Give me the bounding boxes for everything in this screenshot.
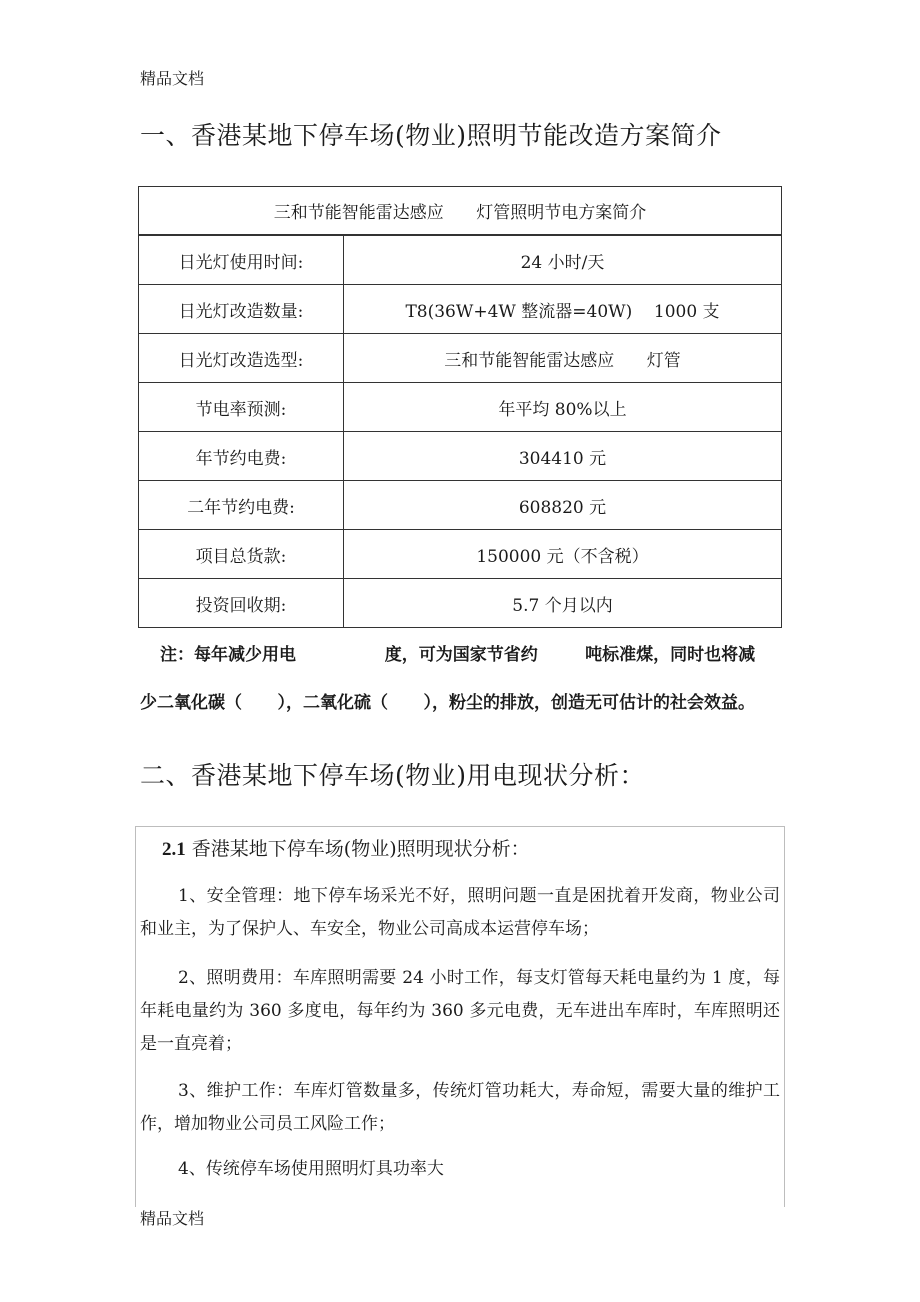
table-caption-row [139,187,782,236]
table-row [139,383,782,432]
paragraph: 3、维护工作：车库灯管数量多，传统灯管功耗大，寿命短，需要大量的维护工作，增加物业公司员工风险工作； [140,1081,780,1134]
subsection-number: 2.1 [162,839,186,860]
row-label: 项目总货款: [139,530,344,579]
table-caption: 三和节能智能雷达感应 灯管照明节电方案简介 [139,187,782,236]
subsection-title [162,834,530,861]
page-header-label: 精品文档 [140,69,205,88]
row-value: 三和节能智能雷达感应 灯管 [344,334,782,383]
row-value: 150000 元（不含税） [344,530,782,579]
row-value: 年平均 80%以上 [344,383,782,432]
energy-saving-plan-table [138,186,782,628]
paragraph: 2、照明费用：车库照明需要 24 小时工作，每支灯管每天耗电量约为 1 度，每年耗电量约为 360 多度电，每年约为 360 多元电费，无车进出车库时，车库照明还是一直亮着； [140,968,780,1054]
section-2-title: 二、香港某地下停车场(物业)用电现状分析： [140,761,646,790]
row-label: 年节约电费: [139,432,344,481]
paragraph: 4、传统停车场使用照明灯具功率大 [178,1159,444,1179]
table-row [139,285,782,334]
row-label: 日光灯改造选型: [139,334,344,383]
row-value: 304410 元 [344,432,782,481]
page-footer-label: 精品文档 [140,1209,205,1228]
table-row [139,481,782,530]
row-label: 节电率预测: [139,383,344,432]
row-label: 二年节约电费: [139,481,344,530]
note-line-2: 少二氧化碳（ ），二氧化硫（ ），粉尘的排放，创造无可估计的社会效益。 [140,693,756,713]
row-value: 5.7 个月以内 [344,579,782,628]
table-row [139,235,782,285]
subsection-title-text: 香港某地下停车场(物业)照明现状分析： [191,838,530,860]
row-value: T8(36W+4W 整流器=40W) 1000 支 [344,285,782,334]
table-row [139,579,782,628]
note-line-1: 注：每年减少用电 度，可为国家节省约 吨标准煤，同时也将减 [160,645,756,665]
table-row [139,432,782,481]
row-label: 日光灯使用时间: [139,235,344,285]
row-label: 投资回收期: [139,579,344,628]
row-value: 24 小时/天 [344,235,782,285]
table-row [139,530,782,579]
row-label: 日光灯改造数量: [139,285,344,334]
table-row [139,334,782,383]
paragraph: 1、安全管理：地下停车场采光不好，照明问题一直是困扰着开发商，物业公司和业主，为了保护人、车安全，物业公司高成本运营停车场； [140,886,780,939]
section-1-title: 一、香港某地下停车场(物业)照明节能改造方案简介 [140,121,722,150]
row-value: 608820 元 [344,481,782,530]
